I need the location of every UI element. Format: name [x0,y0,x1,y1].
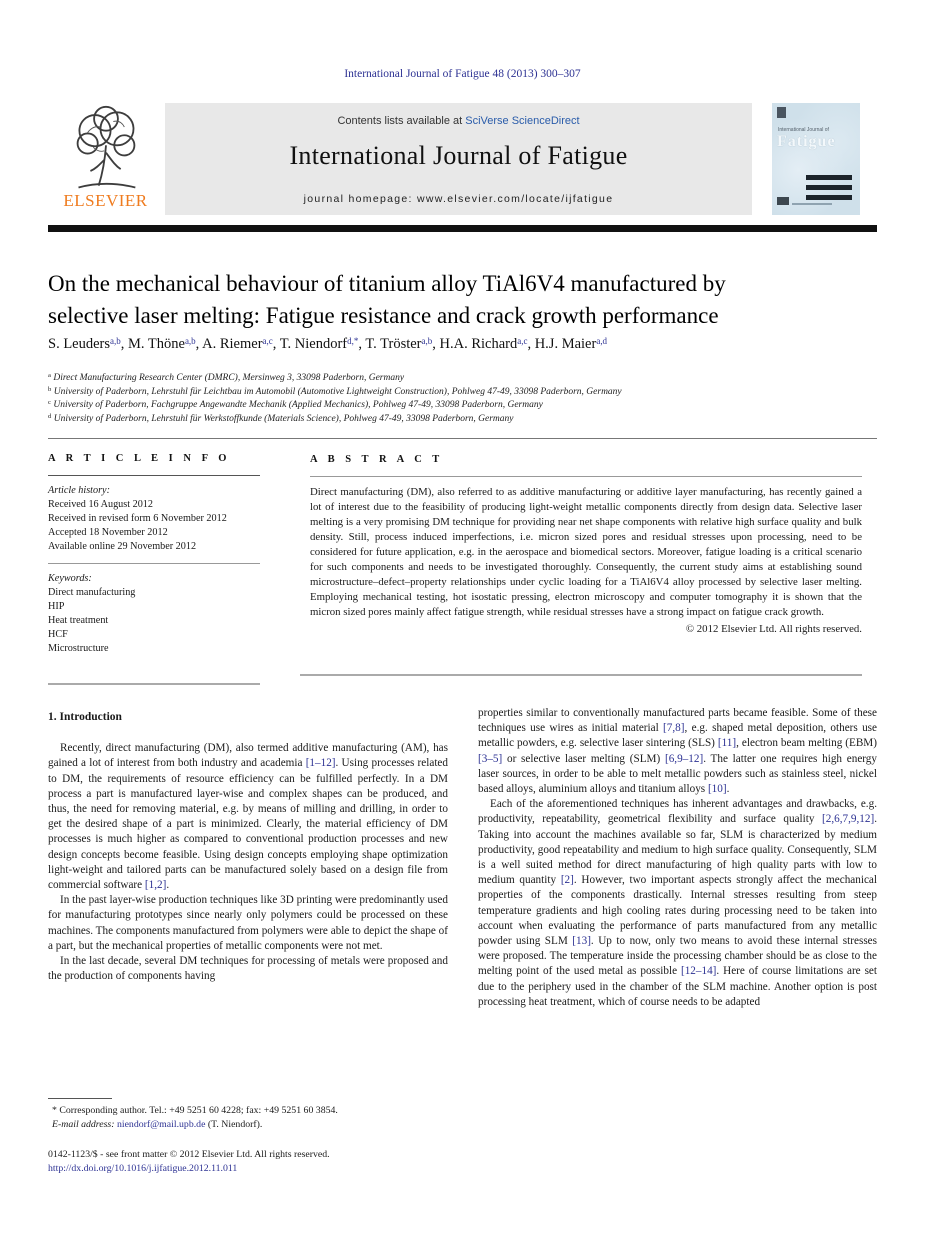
paragraph: In the past layer-wise production techniques like 3D printing were predominantly used for manufacturing prototypes since nearly only polymers could be processed on these machines. The components manufactured from polymers were able to depict the shape of a part, but the mechanical properties of metallic components were not met. [48,894,448,952]
paragraph: In the last decade, several DM techniques for processing of metals were proposed and the production of components having [48,955,448,983]
elsevier-tree-icon [60,105,152,193]
history-label: Article history: [48,485,110,496]
cover-big-title: Fatigue [777,133,836,150]
author[interactable]: A. Riemer$^{a,c}$ [202,335,273,352]
author[interactable]: T. Niendorf$^{d,*}$ [279,335,359,352]
journal-homepage-link[interactable]: www.elsevier.com/locate/ijfatigue [416,193,614,205]
affiliation: $^d$ University of Paderborn, Lehrstuhl für Werkstoffkunde (Materials Science), Pohlweg 47-49, 33098 Paderborn, Germany [48,412,514,424]
citation-link[interactable]: [7,8] [663,722,685,735]
article-title: On the mechanical behaviour of titanium alloy TiAl6V4 manufactured by selective laser melting: Fatigue resistance and crack growth performance [48,271,726,328]
cover-publisher-icon [777,107,786,118]
journal-header-band [165,103,752,215]
divider [48,683,260,685]
divider [48,563,260,564]
citation-link[interactable]: [10] [707,783,727,796]
author[interactable]: M. Thöne$^{a,b}$ [128,335,196,352]
divider [300,674,862,676]
cover-small-title: International Journal of [778,127,829,133]
cover-bottom-text-decor [792,203,832,205]
history-item: Available online 29 November 2012 [48,541,197,552]
citation-link[interactable]: [13] [572,935,591,948]
citation-link[interactable]: [3–5] [478,752,503,765]
keyword: Heat treatment [48,615,109,626]
section-heading-introduction: 1. Introduction [48,711,122,723]
author-list: S. Leuders$^{a,b}$, M. Thöne$^{a,b}$, A. Riemer$^{a,c}$, T. Niendorf$^{d,*}$, T. Tröster$^{a,b}$, H.A. Richard$^{a,c}$, H.J. Maier$^{a,d}$ [48,335,608,352]
divider [48,475,260,476]
history-item: Received in revised form 6 November 2012 [48,513,227,524]
keyword: HCF [48,629,68,640]
elsevier-wordmark: ELSEVIER [63,191,148,210]
journal-title: International Journal of Fatigue [289,141,628,170]
keyword: Microstructure [48,643,109,654]
divider [310,476,862,477]
corresponding-author-line: * Corresponding author. Tel.: +49 5251 60 4228; fax: +49 5251 60 3854. [52,1105,338,1116]
divider [48,438,877,439]
article-info-column [48,452,260,656]
author[interactable]: H.J. Maier$^{a,d}$ [534,335,608,352]
cover-decor-bar [806,185,852,190]
author[interactable]: H.A. Richard$^{a,c}$ [439,335,528,352]
affiliation: $^c$ University of Paderborn, Fachgruppe Angewandte Mechanik (Applied Mechanics), Pohlweg 47-49, 33098 Paderborn, Germany [48,399,543,410]
abstract-heading: A B S T R A C T [310,454,444,465]
affiliation-list [48,372,868,426]
journal-homepage-line [165,193,752,205]
abstract-column [310,452,862,637]
cover-decor-bar [806,195,852,200]
history-item: Accepted 18 November 2012 [48,527,168,538]
citation-link[interactable]: [1,2] [144,879,167,892]
affiliation: $^a$ Direct Manufacturing Research Center (DMRC), Mersinweg 3, 33098 Paderborn, Germany [48,372,405,383]
paragraph: Recently, direct manufacturing (DM), also termed additive manufacturing (AM), has gained a lot of interest from both industry and academia [1–12]. Using processes related to DM, the requirements of resource efficiency can be fulfilled perfectly. In a DM process a part is manufactured layer-wise and complex shapes can be produced, and thus, the need for removing material, e.g. by means of milling and drilling, in order to get the desired shape of a part is minimized. Clearly, the material efficiency of DM processes is much higher as compared to conventional production processes and new design concepts become feasible. Using design concepts employing shape optimization light-weight and tailored parts can be manufactured solely based on a design file from commercial software [1,2]. [48,742,448,892]
journal-citation-line: International Journal of Fatigue 48 (2013) 300–307 [344,68,581,80]
email-line [48,1118,448,1132]
journal-cover-thumbnail[interactable] [772,103,860,215]
abstract-copyright: © 2012 Elsevier Ltd. All rights reserved. [685,623,862,635]
contents-line [165,115,752,127]
history-item: Received 16 August 2012 [48,499,153,510]
keyword: Direct manufacturing [48,587,136,598]
contents-prefix: Contents lists available at [337,115,466,127]
bottom-matter [48,1148,548,1175]
citation-link[interactable]: [2,6,7,9,12] [822,813,875,826]
keyword: HIP [48,601,65,612]
body-left-column [48,706,448,984]
elsevier-logo[interactable] [48,103,163,215]
citation-link[interactable]: [2] [560,874,574,887]
sciverse-sciencedirect-link[interactable]: SciVerse ScienceDirect [465,115,580,127]
paragraph: properties similar to conventionally manufactured parts became feasible. Some of these techniques use wires as initial material [7,8], e.g. shaped metal deposition, others use metallic powders, e.g. selective laser sintering (SLS) [11], electron beam melting (EBM) [3–5] or selective laser melting (SLM) [6,9–12]. The latter one requires high energy laser sources, in order to be able to melt metallic powders such as stainless steel, nickel based alloys, aluminium alloys and titanium alloys [10]. [478,707,877,796]
author[interactable]: S. Leuders$^{a,b}$ [48,335,121,352]
body-right-column [478,706,877,1010]
affiliation: $^b$ University of Paderborn, Lehrstuhl für Leichtbau im Automobil (Automotive Lightweight Construction), Pohlweg 47-49, 33098 Paderborn, Germany [48,385,622,397]
cover-bottom-icon [777,197,789,205]
header-divider-bar [48,225,877,232]
homepage-prefix: journal homepage: [303,193,417,205]
footnote-rule [48,1098,112,1099]
citation-link[interactable]: [12–14] [680,965,717,978]
cover-decor-bar [806,175,852,180]
email-label: E-mail address: [52,1118,115,1130]
paragraph: Each of the aforementioned techniques has inherent advantages and drawbacks, e.g. productivity, repeatability, geometrical flexibility and surface quality [2,6,7,9,12]. Taking into account the machines available so far, SLM is characterized by medium productivity, good repeatability and medium to high surface quality. Consequently, SLM is a well suited method for direct manufacturing of high quality parts with low to medium quantity [2]. However, two important aspects strongly affect the mechanical properties of the components drastically. Internal stresses resulting from steep temperature gradients and high cooling rates during processing need to be taken into account when evaluating the performance of parts manufactured from any metallic powder using SLM [13]. Up to now, only two means to avoid these internal stresses were proposed. The temperature inside the processing chamber should be as close to the melting point of the used metal as possible [12–14]. Here of course limitations are set due to the periphery used in the chamber of the SLM machine. Another option is post processing heat treatment, which of course needs to be adapted [478,798,877,1008]
citation-link[interactable]: [11] [717,737,737,750]
abstract-text: Direct manufacturing (DM), also referred to as additive manufacturing or additive layer manufacturing, has recently gained a lot of interest due to the feasibility of producing light-weight metallic components directly from design data. Selective laser melting is a very promising DM technique for providing near net shape components with relative high surface quality and bulk density. Still, process induced imperfections, i.e. micron sized pores and residual stresses upon processing, need to be considered for future application, e.g. in the aerospace and biomedical sectors. Moreover, fatigue loading is a critical scenario for such components and needs to be investigated thoroughly. Consequently, the current study aims at establishing sound microstructure–defect–property relationships under cyclic loading for a TiAl6V4 alloy processed by selective laser melting. Employing mechanical testing, hot isostatic pressing, electron microscopy and computer tomography it is shown that the micron sized pores mainly affect fatigue strength, while residual stresses have a strong impact on fatigue crack growth. [310,486,862,618]
email-link[interactable]: niendorf@mail.upb.de [116,1118,206,1130]
doi-link[interactable]: http://dx.doi.org/10.1016/j.ijfatigue.2012.11.011 [48,1162,238,1174]
author[interactable]: T. Tröster$^{a,b}$ [365,335,433,352]
issn-copyright-line: 0142-1123/$ - see front matter © 2012 Elsevier Ltd. All rights reserved. [48,1149,330,1160]
email-suffix: (T. Niendorf). [205,1118,263,1130]
article-info-heading: A R T I C L E I N F O [48,453,231,464]
corresponding-author-footnote [48,1098,448,1131]
keywords-label: Keywords: [48,573,92,584]
citation-link[interactable]: [6,9–12] [664,752,704,765]
citation-link[interactable]: [1–12] [305,757,336,770]
